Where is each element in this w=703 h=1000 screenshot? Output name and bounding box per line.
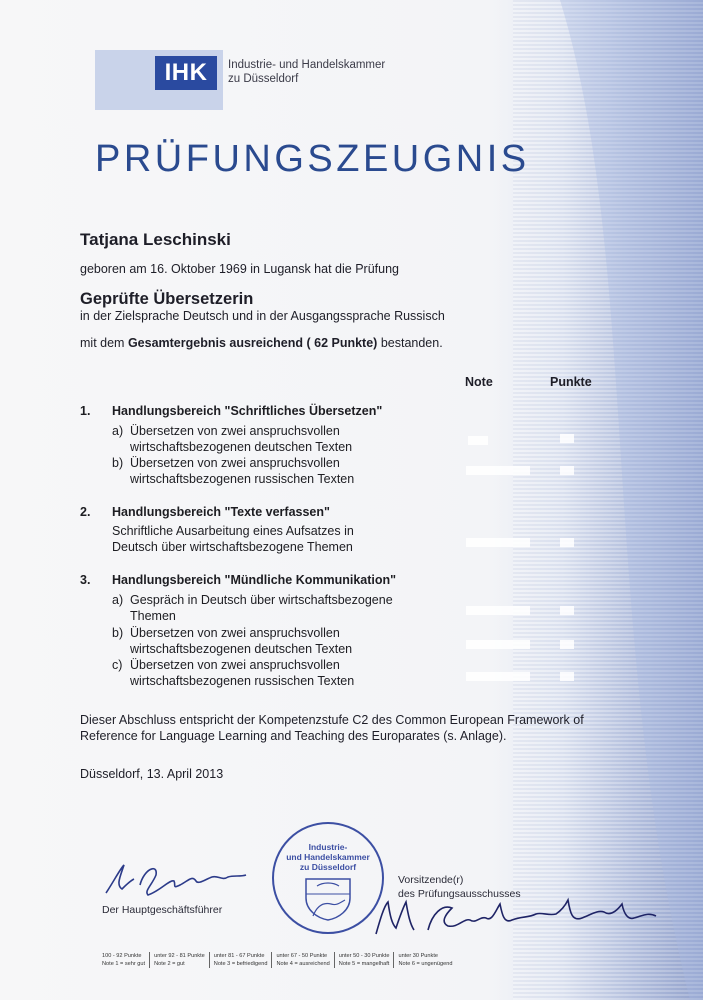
- item-line-2: wirtschaftsbezogenen deutschen Texten: [130, 440, 353, 454]
- item-line-1: Gespräch in Deutsch über wirtschaftsbezogene: [130, 593, 393, 607]
- redacted-points: [560, 434, 574, 443]
- redacted-points: [560, 466, 574, 475]
- section-line-2: Deutsch über wirtschaftsbezogene Themen: [112, 540, 353, 554]
- section-item: [112, 625, 340, 641]
- section-item: [112, 455, 340, 471]
- grading-note: Note 4 = ausreichend: [276, 961, 330, 967]
- item-line-2: wirtschaftsbezogenen deutschen Texten: [130, 642, 353, 656]
- page-title: PRÜFUNGSZEUGNIS: [95, 138, 530, 180]
- section-number: 1.: [80, 404, 91, 418]
- item-line-2: wirtschaftsbezogenen russischen Texten: [130, 472, 355, 486]
- signature-right: [372, 890, 662, 942]
- redacted-points: [560, 538, 574, 547]
- ihk-logo: IHK: [155, 56, 217, 90]
- seal-line-2: und Handelskammer: [286, 852, 370, 862]
- competence-line-1: Dieser Abschluss entspricht der Kompetenzstufe C2 des Common European Framework of: [80, 713, 584, 727]
- grading-note: Note 3 = befriedigend: [213, 961, 268, 967]
- competence-line-2: Reference for Language Learning and Teaching des Europarates (s. Anlage).: [80, 729, 507, 743]
- item-label: b): [112, 626, 124, 640]
- official-seal: [272, 822, 384, 934]
- section-title: Handlungsbereich "Texte verfassen": [112, 505, 330, 519]
- grading-scale-cell: [149, 952, 209, 968]
- result-suffix: bestanden.: [380, 336, 443, 350]
- section-item: [112, 423, 340, 439]
- redacted-note: [466, 640, 530, 649]
- logo-text: [228, 58, 385, 86]
- item-label: b): [112, 456, 124, 470]
- grading-scale-cell: [271, 952, 333, 968]
- section-title: Handlungsbereich "Schriftliches Übersetzen": [112, 404, 383, 418]
- grading-scale: [102, 952, 456, 968]
- signature-right-label-2: des Prüfungsausschusses: [398, 888, 521, 900]
- redacted-note: [468, 436, 488, 445]
- coat-of-arms-icon: [303, 876, 353, 922]
- grading-note: Note 6 = ungenügend: [398, 961, 453, 967]
- seal-line-1: Industrie-: [308, 842, 348, 852]
- result-line: [80, 336, 443, 350]
- birth-line: geboren am 16. Oktober 1969 in Lugansk hat die Prüfung: [80, 262, 399, 276]
- grading-scale-cell: [209, 952, 272, 968]
- item-line-2: Themen: [130, 609, 176, 623]
- redacted-note: [466, 606, 530, 615]
- redacted-note: [466, 466, 530, 475]
- grading-range: unter 92 - 81 Punkte: [154, 953, 205, 959]
- item-line-2: wirtschaftsbezogenen russischen Texten: [130, 674, 355, 688]
- redacted-points: [560, 606, 574, 615]
- grading-note: Note 5 = mangelhaft: [338, 961, 390, 967]
- grading-range: unter 81 - 67 Punkte: [213, 953, 265, 959]
- section-title: Handlungsbereich "Mündliche Kommunikation": [112, 573, 397, 587]
- result-bold: Gesamtergebnis ausreichend ( 62 Punkte): [127, 336, 378, 350]
- section-line-1: Schriftliche Ausarbeitung eines Aufsatzes in: [112, 524, 354, 538]
- column-punkte-header: Punkte: [550, 375, 592, 389]
- grading-scale-cell: [102, 952, 149, 968]
- section-number: 3.: [80, 573, 91, 587]
- column-note-header: Note: [465, 375, 493, 389]
- redacted-note: [466, 672, 530, 681]
- seal-text: [274, 842, 382, 872]
- item-label: a): [112, 593, 124, 607]
- grading-range: unter 67 - 50 Punkte: [276, 953, 328, 959]
- logo-line-1: Industrie- und Handelskammer: [228, 59, 386, 71]
- grading-range: unter 50 - 30 Punkte: [338, 953, 390, 959]
- seal-line-3: zu Düsseldorf: [299, 862, 357, 872]
- signature-left-label: Der Hauptgeschäftsführer: [102, 904, 223, 916]
- grading-range: 100 - 92 Punkte: [102, 953, 142, 959]
- grading-range: unter 30 Punkte: [398, 953, 438, 959]
- item-label: a): [112, 424, 124, 438]
- item-line-1: Übersetzen von zwei anspruchsvollen: [130, 626, 340, 640]
- grading-scale-cell: [393, 952, 456, 968]
- place-date: Düsseldorf, 13. April 2013: [80, 767, 224, 781]
- redacted-points: [560, 640, 574, 649]
- item-line-1: Übersetzen von zwei anspruchsvollen: [130, 424, 340, 438]
- result-prefix: mit dem: [80, 336, 125, 350]
- signature-right-label-1: Vorsitzende(r): [398, 874, 464, 886]
- grading-scale-cell: [334, 952, 394, 968]
- item-line-1: Übersetzen von zwei anspruchsvollen: [130, 456, 340, 470]
- qualification-title: Geprüfte Übersetzerin: [80, 290, 254, 308]
- signature-left: [100, 855, 250, 905]
- grading-note: Note 1 = sehr gut: [102, 961, 146, 967]
- section-number: 2.: [80, 505, 91, 519]
- candidate-name: Tatjana Leschinski: [80, 230, 231, 249]
- item-label: c): [112, 658, 123, 672]
- redacted-note: [466, 538, 530, 547]
- redacted-points: [560, 672, 574, 681]
- section-item: [112, 657, 340, 673]
- item-line-1: Übersetzen von zwei anspruchsvollen: [130, 658, 340, 672]
- grading-note: Note 2 = gut: [154, 961, 185, 967]
- logo-line-2: zu Düsseldorf: [228, 73, 299, 85]
- section-item: [112, 592, 393, 608]
- languages-line: in der Zielsprache Deutsch und in der Ausgangssprache Russisch: [80, 309, 445, 323]
